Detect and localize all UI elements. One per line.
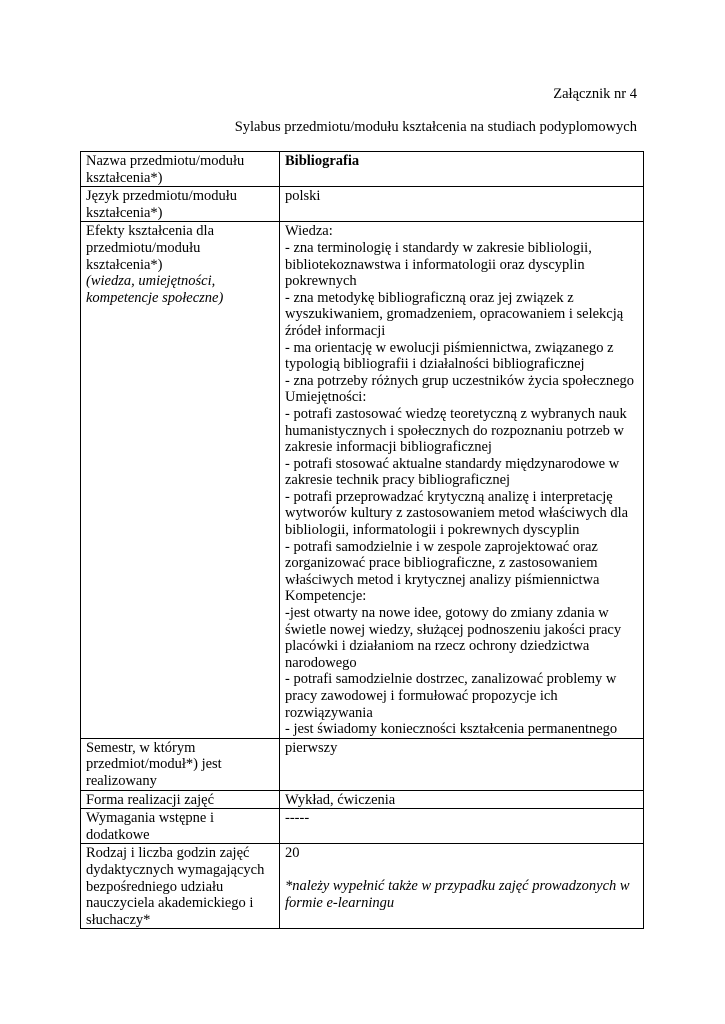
requirements-label: Wymagania wstępne i dodatkowe (81, 809, 280, 844)
outcome-line: Wiedza: (285, 223, 333, 240)
hours-value: 20 (285, 845, 300, 862)
outcome-line: - potrafi samodzielnie dostrzec, zanalizować problemy w (285, 671, 617, 688)
row-outcomes (81, 222, 644, 738)
hours-label: Rodzaj i liczba godzin zajęć dydaktycznych wymagających bezpośredniego udziału nauczyciela akademickiego i słuchaczy* (81, 844, 280, 929)
row-hours (81, 844, 644, 929)
outcome-line: - jest świadomy konieczności kształcenia permanentnego (285, 721, 618, 738)
outcome-line: źródeł informacji (285, 322, 386, 339)
outcome-line: pracy zawodowej i formułować propozycje ich (285, 688, 558, 704)
outcome-line: placówki i działaniom na rzecz ochrony dziedzictwa (285, 638, 590, 655)
outcome-line: rozwiązywania (285, 704, 373, 721)
outcome-line: bibliologii, informatologii i pokrewnych dyscyplin (285, 522, 580, 539)
semester-label: Semestr, w którym przedmiot/moduł*) jest realizowany (81, 738, 280, 790)
semester-value: pierwszy (280, 738, 644, 790)
outcome-line: - potrafi przeprowadzać krytyczną analizę i interpretację (285, 488, 613, 505)
name-value: Bibliografia (280, 152, 644, 187)
outcome-line: - potrafi zastosować wiedzę teoretyczną z wybranych nauk (285, 405, 627, 422)
row-requirements (81, 809, 644, 844)
outcome-line: wyszukiwaniem, gromadzeniem, opracowaniem i selekcją (285, 306, 624, 323)
language-value: polski (280, 187, 644, 222)
form-value: Wykład, ćwiczenia (280, 790, 644, 809)
outcome-line: typologią bibliografii i działalności bibliograficznej (285, 356, 585, 373)
annex-number: Załącznik nr 4 (553, 86, 637, 102)
outcome-line: -jest otwarty na nowe idee, gotowy do zmiany zdania w (285, 605, 609, 622)
outcome-line: właściwych metod i krytycznej analizy piśmiennictwa (285, 571, 600, 588)
outcome-line: - zna terminologię i standardy w zakresie bibliologii, (285, 239, 592, 256)
outcome-line: humanistycznych i społecznych do rozpoznaniu potrzeb w (285, 422, 625, 439)
row-form (81, 790, 644, 809)
outcomes-label: Efekty kształcenia dla przedmiotu/modułu kształcenia*) (86, 223, 215, 273)
outcome-line: wytworów kultury z zastosowaniem metod właściwych dla (285, 505, 629, 522)
outcome-line: zorganizować prace bibliograficzne, z zastosowaniem (285, 555, 598, 572)
outcome-line: Kompetencje: (285, 588, 367, 605)
outcome-line: - zna metodykę bibliograficzną oraz jej związek z (285, 289, 574, 306)
row-semester (81, 738, 644, 790)
outcome-line: - ma orientację w ewolucji piśmiennictwa, związanego z (285, 339, 614, 356)
hours-value-cell (280, 844, 644, 929)
outcome-line: narodowego (285, 654, 357, 671)
outcomes-value-cell (280, 222, 644, 738)
row-language (81, 187, 644, 222)
hours-note: *należy wypełnić także w przypadku zajęć prowadzonych w formie e-learningu (285, 877, 630, 911)
outcome-line: Umiejętności: (285, 389, 367, 406)
outcome-line: - potrafi stosować aktualne standardy międzynarodowe w (285, 455, 620, 472)
outcome-line: - zna potrzeby różnych grup uczestników życia społecznego (285, 372, 635, 389)
form-label: Forma realizacji zajęć (81, 790, 280, 809)
hours-spacer (285, 862, 638, 878)
outcome-line: zakresie informacji bibliograficznej (285, 439, 492, 456)
requirements-value: ----- (280, 809, 644, 844)
outcome-line: świetle nowej wiedzy, służącej podnoszeniu jakości pracy (285, 621, 622, 638)
outcome-line: zakresie technik pracy bibliograficznej (285, 472, 511, 489)
language-label: Język przedmiotu/modułu kształcenia*) (81, 187, 280, 222)
outcomes-label-cell (81, 222, 280, 738)
outcomes-label-note: (wiedza, umiejętności, kompetencje społeczne) (86, 273, 224, 306)
name-label: Nazwa przedmiotu/modułu kształcenia*) (81, 152, 280, 187)
outcome-line: bibliotekoznawstwa i informatologii oraz dyscyplin (285, 256, 585, 273)
outcome-line: - potrafi samodzielnie i w zespole zaprojektować oraz (285, 538, 598, 555)
syllabus-table (80, 151, 644, 929)
row-name (81, 152, 644, 187)
document-subtitle: Sylabus przedmiotu/modułu kształcenia na studiach podyplomowych (234, 119, 637, 135)
outcome-line: pokrewnych (285, 273, 357, 290)
